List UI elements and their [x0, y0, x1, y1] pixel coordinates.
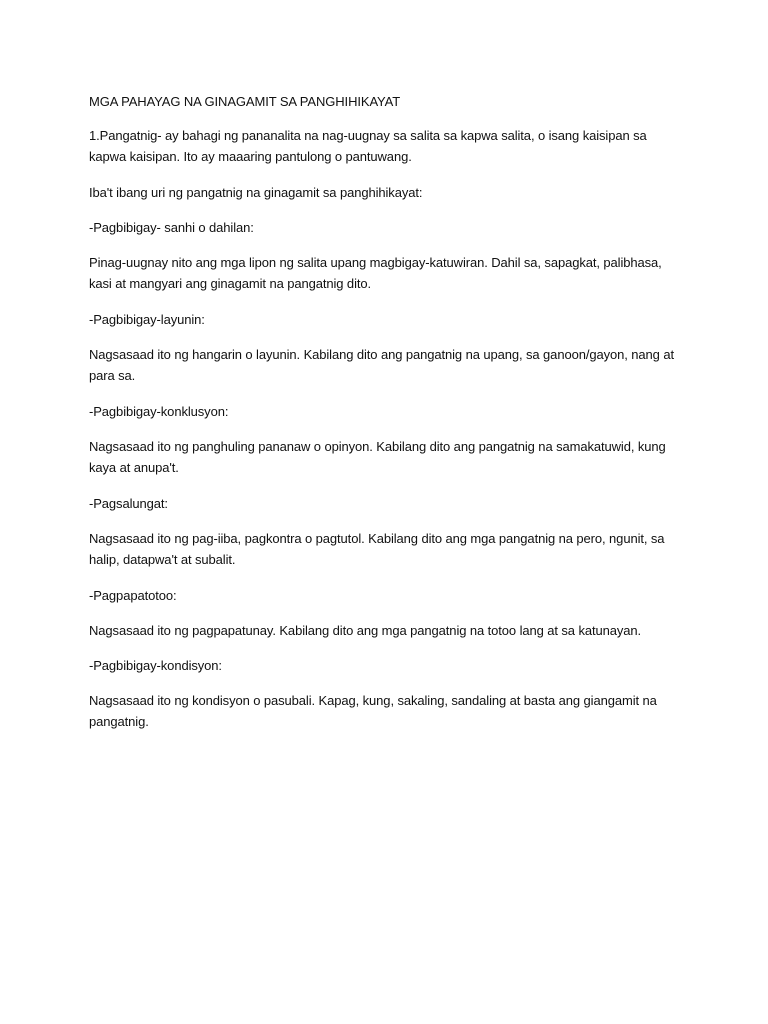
- heading-konklusyon: -Pagbibigay-konklusyon:: [89, 404, 229, 419]
- paragraph-definition: 1.Pangatnig- ay bahagi ng pananalita na nag-uugnay sa salita sa kapwa salita, o isang kaisipan sa kapwa kaisipan. Ito ay maaaring pantulong o pantuwang.: [89, 128, 647, 164]
- paragraph-sanhi: Pinag-uugnay nito ang mga lipon ng salita upang magbigay-katuwiran. Dahil sa, sapagkat, palibhasa, kasi at mangyari ang ginagamit na pangatnig dito.: [89, 255, 662, 291]
- heading-pagpapatotoo: -Pagpapatotoo:: [89, 588, 177, 603]
- paragraph-layunin: Nagsasaad ito ng hangarin o layunin. Kabilang dito ang pangatnig na upang, sa ganoon/gayon, nang at para sa.: [89, 347, 674, 383]
- paragraph-kondisyon: Nagsasaad ito ng kondisyon o pasubali. Kapag, kung, sakaling, sandaling at basta ang giangamit na pangatnig.: [89, 693, 657, 729]
- heading-layunin: -Pagbibigay-layunin:: [89, 312, 205, 327]
- paragraph-konklusyon: Nagsasaad ito ng panghuling pananaw o opinyon. Kabilang dito ang pangatnig na samakatuwid, kung kaya at anupa't.: [89, 439, 666, 475]
- heading-kondisyon: -Pagbibigay-kondisyon:: [89, 658, 222, 673]
- document-content: [89, 92, 679, 747]
- paragraph-pagsalungat: Nagsasaad ito ng pag-iiba, pagkontra o pagtutol. Kabilang dito ang mga pangatnig na pero, ngunit, sa halip, datapwa't at subalit.: [89, 531, 665, 567]
- document-title: MGA PAHAYAG NA GINAGAMIT SA PANGHIHIKAYAT: [89, 94, 401, 109]
- paragraph-intro: Iba't ibang uri ng pangatnig na ginagamit sa panghihikayat:: [89, 185, 423, 200]
- paragraph-pagpapatotoo: Nagsasaad ito ng pagpapatunay. Kabilang dito ang mga pangatnig na totoo lang at sa katunayan.: [89, 623, 642, 638]
- heading-pagsalungat: -Pagsalungat:: [89, 496, 168, 511]
- heading-sanhi: -Pagbibigay- sanhi o dahilan:: [89, 220, 254, 235]
